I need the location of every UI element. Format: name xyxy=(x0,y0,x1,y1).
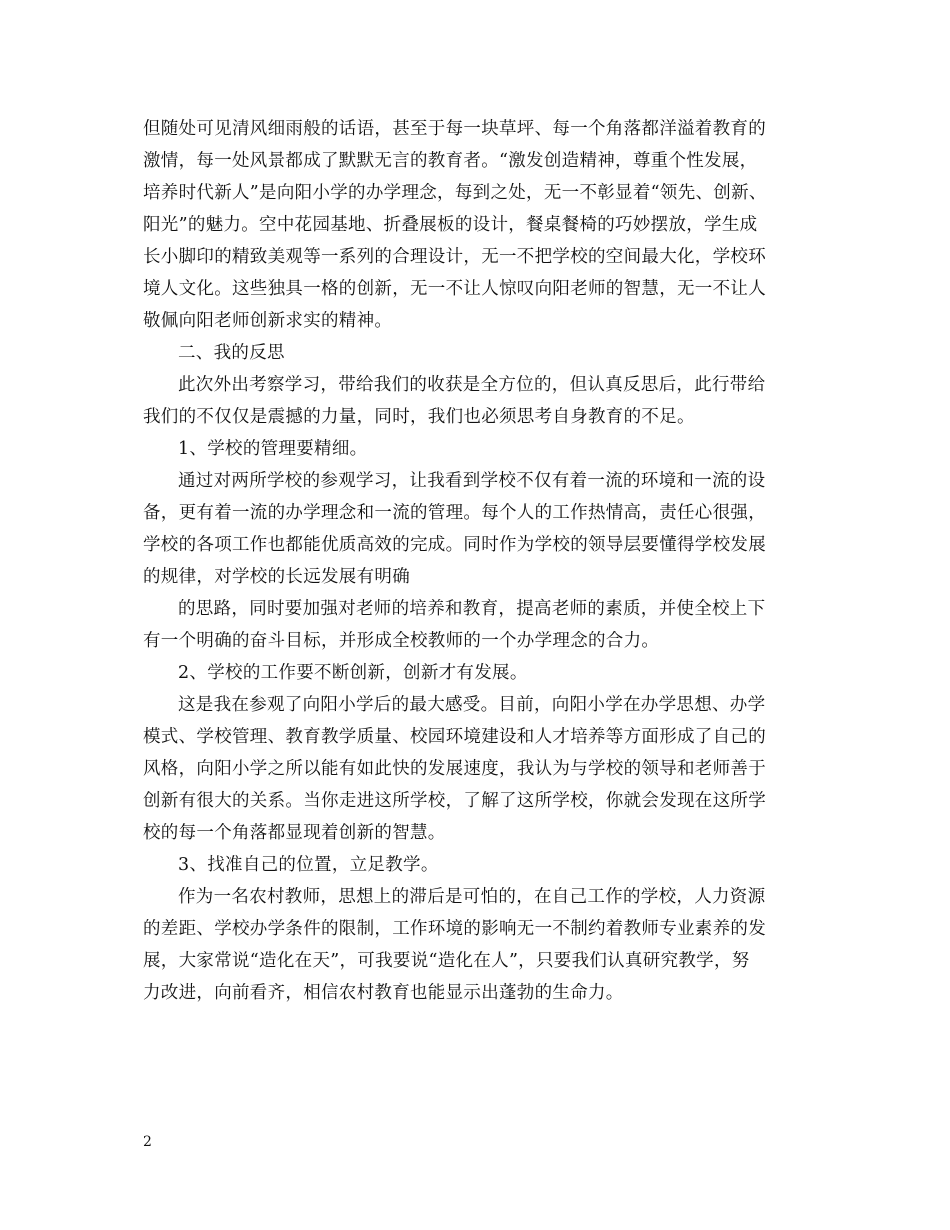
text-line: 通过对两所学校的参观学习，让我看到学校不仅有着一流的环境和一流的设 xyxy=(178,471,766,491)
text-line: 阳光”的魅力。空中花园基地、折叠展板的设计，餐桌餐椅的巧妙摆放，学生成 xyxy=(143,215,758,235)
text-line: 风格，向阳小学之所以能有如此快的发展速度，我认为与学校的领导和老师善于 xyxy=(143,759,766,779)
text-line: 这是我在参观了向阳小学后的最大感受。目前，向阳小学在办学思想、办学 xyxy=(178,695,766,715)
text-line: 的规律，对学校的长远发展有明确 xyxy=(143,567,410,587)
text-line: 境人文化。这些独具一格的创新，无一不让人惊叹向阳老师的智慧，无一不让人 xyxy=(143,279,766,299)
text-line: 此次外出考察学习，带给我们的收获是全方位的，但认真反思后，此行带给 xyxy=(178,375,766,395)
text-line: 学校的各项工作也都能优质高效的完成。同时作为学校的领导层要懂得学校发展 xyxy=(143,535,766,555)
text-line: 力改进，向前看齐，相信农村教育也能显示出蓬勃的生命力。 xyxy=(143,983,624,1003)
section-heading: 二、我的反思 xyxy=(178,343,285,363)
subsection-heading: 1、学校的管理要精细。 xyxy=(178,439,368,459)
text-line: 激情，每一处风景都成了默默无言的教育者。“激发创造精神，尊重个性发展， xyxy=(143,151,758,171)
text-line: 创新有很大的关系。当你走进这所学校，了解了这所学校，你就会发现在这所学 xyxy=(143,791,766,811)
text-line: 作为一名农村教师，思想上的滞后是可怕的，在自己工作的学校，人力资源 xyxy=(178,887,766,907)
page-number: 2 xyxy=(143,1134,152,1150)
text-line: 有一个明确的奋斗目标，并形成全校教师的一个办学理念的合力。 xyxy=(143,631,660,651)
subsection-heading: 3、找准自己的位置，立足教学。 xyxy=(178,855,439,875)
text-line: 培养时代新人”是向阳小学的办学理念，每到之处，无一不彰显着“领先、创新、 xyxy=(143,183,767,203)
text-line: 但随处可见清风细雨般的话语，甚至于每一块草坪、每一个角落都洋溢着教育的 xyxy=(143,119,766,139)
text-line: 校的每一个角落都显现着创新的智慧。 xyxy=(143,823,446,843)
text-line: 备，更有着一流的办学理念和一流的管理。每个人的工作热情高，责任心很强， xyxy=(143,503,766,523)
text-line: 模式、学校管理、教育教学质量、校园环境建设和人才培养等方面形成了自己的 xyxy=(143,727,766,747)
body-text xyxy=(143,113,815,1009)
text-line: 的思路，同时要加强对老师的培养和教育，提高老师的素质，并使全校上下 xyxy=(178,599,766,619)
text-line: 展，大家常说“造化在天”，可我要说“造化在人”，只要我们认真研究教学，努 xyxy=(143,951,750,971)
text-line: 长小脚印的精致美观等一系列的合理设计，无一不把学校的空间最大化，学校环 xyxy=(143,247,766,267)
subsection-heading: 2、学校的工作要不断创新，创新才有发展。 xyxy=(178,663,528,683)
text-line: 敬佩向阳老师创新求实的精神。 xyxy=(143,311,393,331)
text-line: 的差距、学校办学条件的限制，工作环境的影响无一不制约着教师专业素养的发 xyxy=(143,919,766,939)
text-line: 我们的不仅仅是震撼的力量，同时，我们也必须思考自身教育的不足。 xyxy=(143,407,695,427)
